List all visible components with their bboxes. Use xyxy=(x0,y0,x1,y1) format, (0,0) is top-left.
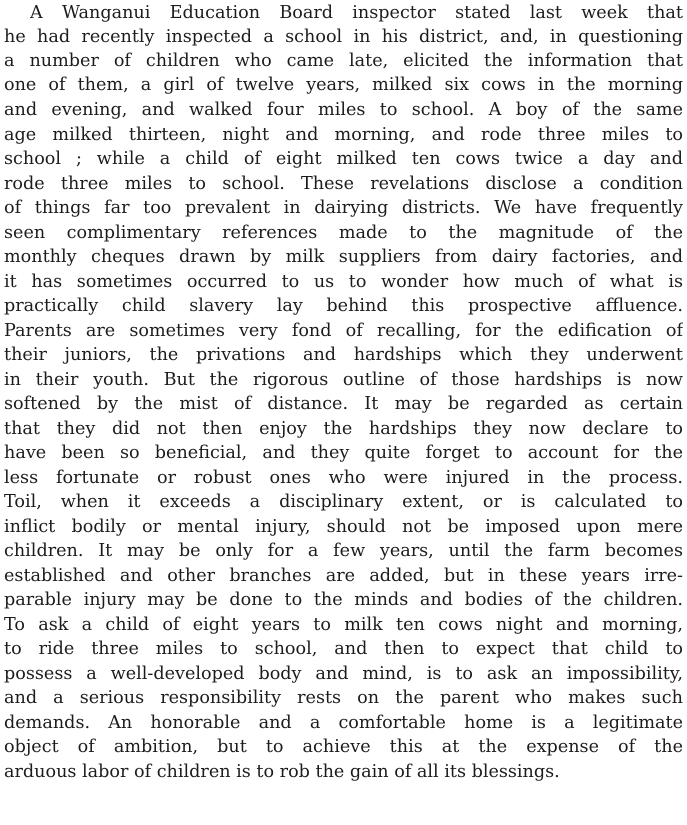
text-line: it has sometimes occurred to us to wonder how much of what is xyxy=(4,272,683,292)
text-line: Parents are sometimes very fond of recalling, for the edification of xyxy=(4,321,683,341)
text-line: object of ambition, but to achieve this at the expense of the xyxy=(4,737,683,757)
text-line: a number of children who came late, elicited the information that xyxy=(4,51,683,71)
text-line: children. It may be only for a few years, until the farm becomes xyxy=(4,541,683,561)
text-line: and evening, and walked four miles to school. A boy of the same xyxy=(4,100,683,120)
text-line: that they did not then enjoy the hardships they now declare to xyxy=(4,419,683,439)
text-line: to ride three miles to school, and then to expect that child to xyxy=(4,639,683,659)
text-line: rode three miles to school. These revelations disclose a condition xyxy=(4,174,683,194)
text-line: demands. An honorable and a comfortable home is a legitimate xyxy=(4,713,683,733)
text-line: Toil, when it exceeds a disciplinary extent, or is calculated to xyxy=(4,492,683,512)
text-line: parable injury may be done to the minds and bodies of the children. xyxy=(4,590,683,610)
text-line: softened by the mist of distance. It may be regarded as certain xyxy=(4,394,683,414)
text-line: less fortunate or robust ones who were injured in the process. xyxy=(4,468,683,488)
text-line: inflict bodily or mental injury, should not be imposed upon mere xyxy=(4,517,683,537)
text-line: arduous labor of children is to rob the gain of all its blessings. xyxy=(4,762,560,782)
text-line: monthly cheques drawn by milk suppliers from dairy factories, and xyxy=(4,247,683,267)
text-line: possess a well-developed body and mind, is to ask an impossibility, xyxy=(4,664,683,684)
text-line: seen complimentary references made to the magnitude of the xyxy=(4,223,683,243)
text-line: A Wanganui Education Board inspector stated last week that xyxy=(30,3,683,23)
text-line: school ; while a child of eight milked ten cows twice a day and xyxy=(4,149,683,169)
text-line: he had recently inspected a school in his district, and, in questioning xyxy=(4,27,683,47)
text-line: have been so beneficial, and they quite forget to account for the xyxy=(4,443,683,463)
text-line: practically child slavery lay behind this prospective affluence. xyxy=(4,296,683,316)
text-line: To ask a child of eight years to milk ten cows night and morning, xyxy=(4,615,683,635)
text-line: and a serious responsibility rests on the parent who makes such xyxy=(4,688,683,708)
text-line: one of them, a girl of twelve years, milked six cows in the morning xyxy=(4,75,683,95)
text-line: in their youth. But the rigorous outline of those hardships is now xyxy=(4,370,683,390)
text-line: of things far too prevalent in dairying districts. We have frequently xyxy=(4,198,683,218)
text-line: age milked thirteen, night and morning, and rode three miles to xyxy=(4,125,683,145)
text-line: their juniors, the privations and hardships which they underwent xyxy=(4,345,683,365)
text-line: established and other branches are added, but in these years irre- xyxy=(4,566,683,586)
